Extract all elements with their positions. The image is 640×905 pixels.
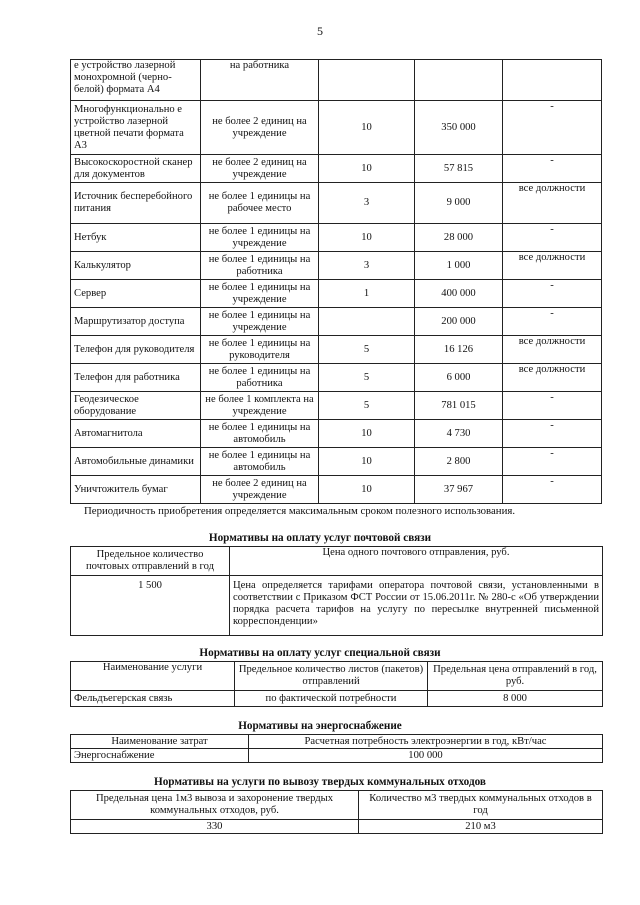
equipment-limit-cell: не более 1 единицы на автомобиль	[201, 420, 319, 448]
equipment-name-cell: Высокоскоростной сканер для документов	[71, 155, 201, 183]
equipment-limit-cell: не более 1 единицы на учреждение	[201, 280, 319, 308]
equipment-term-cell: 3	[319, 252, 415, 280]
equipment-name-cell: Многофункционально е устройство лазерной цветной печати формата А3	[71, 101, 201, 155]
equipment-row	[71, 476, 602, 504]
postal-table	[70, 546, 603, 636]
equipment-name-cell: е устройство лазерной монохромной (черно-белой) формата А4	[71, 60, 201, 101]
equipment-row	[71, 224, 602, 252]
equipment-name-cell: Калькулятор	[71, 252, 201, 280]
energy-name: Энергоснабжение	[71, 749, 249, 763]
equipment-price-cell: 1 000	[415, 252, 503, 280]
equipment-name-cell: Источник бесперебойного питания	[71, 183, 201, 224]
special-title: Нормативы на оплату услуг специальной связи	[199, 647, 441, 659]
equipment-positions-cell: -	[503, 476, 602, 504]
equipment-price-cell: 350 000	[415, 101, 503, 155]
equipment-positions-cell: -	[503, 101, 602, 155]
special-header-price: Предельная цена отправлений в год, руб.	[428, 662, 603, 691]
equipment-term-cell: 10	[319, 476, 415, 504]
equipment-name-cell: Геодезическое оборудование	[71, 392, 201, 420]
equipment-row	[71, 155, 602, 183]
postal-title: Нормативы на оплату услуг почтовой связи	[208, 532, 432, 544]
equipment-price-cell: 57 815	[415, 155, 503, 183]
equipment-term-cell: 10	[319, 448, 415, 476]
equipment-term-cell: 3	[319, 183, 415, 224]
equipment-positions-cell: все должности	[503, 252, 602, 280]
waste-table	[70, 790, 603, 834]
waste-title: Нормативы на услуги по вывозу твердых коммунальных отходов	[154, 776, 486, 788]
equipment-name-cell: Уничтожитель бумаг	[71, 476, 201, 504]
equipment-price-cell: 37 967	[415, 476, 503, 504]
equipment-name-cell: Нетбук	[71, 224, 201, 252]
postal-header-qty: Предельное количество почтовых отправлений в год	[71, 547, 230, 576]
equipment-row	[71, 336, 602, 364]
equipment-name-cell: Маршрутизатор доступа	[71, 308, 201, 336]
equipment-name-cell: Телефон для руководителя	[71, 336, 201, 364]
equipment-positions-cell: -	[503, 420, 602, 448]
equipment-limit-cell: не более 2 единиц на учреждение	[201, 101, 319, 155]
special-header-name: Наименование услуги	[71, 662, 235, 691]
equipment-row	[71, 392, 602, 420]
waste-price: 330	[71, 820, 359, 834]
equipment-positions-cell: -	[503, 448, 602, 476]
equipment-limit-cell: не более 1 единицы на учреждение	[201, 224, 319, 252]
equipment-price-cell: 6 000	[415, 364, 503, 392]
equipment-positions-cell: -	[503, 155, 602, 183]
waste-header-price: Предельная цена 1м3 вывоза и захоронение твердых коммунальных отходов, руб.	[71, 791, 359, 820]
equipment-limit-cell: не более 1 единицы на учреждение	[201, 308, 319, 336]
equipment-positions-cell: -	[503, 392, 602, 420]
equipment-limit-cell: не более 1 комплекта на учреждение	[201, 392, 319, 420]
special-name: Фельдъегерская связь	[71, 691, 235, 707]
energy-need: 100 000	[249, 749, 603, 763]
energy-header-need: Расчетная потребность электроэнергии в год, кВт/час	[249, 735, 603, 749]
equipment-row	[71, 308, 602, 336]
equipment-price-cell	[415, 60, 503, 101]
equipment-row	[71, 280, 602, 308]
special-price: 8 000	[428, 691, 603, 707]
energy-header-name: Наименование затрат	[71, 735, 249, 749]
equipment-price-cell: 200 000	[415, 308, 503, 336]
equipment-price-cell: 2 800	[415, 448, 503, 476]
equipment-row	[71, 364, 602, 392]
equipment-limit-cell: не более 1 единицы на автомобиль	[201, 448, 319, 476]
equipment-limit-cell: не более 2 единиц на учреждение	[201, 155, 319, 183]
equipment-name-cell: Сервер	[71, 280, 201, 308]
equipment-positions-cell: все должности	[503, 364, 602, 392]
equipment-name-cell: Автомагнитола	[71, 420, 201, 448]
periodicity-note: Периодичность приобретения определяется максимальным сроком полезного использования.	[84, 505, 516, 517]
waste-qty: 210 м3	[359, 820, 603, 834]
equipment-table	[70, 59, 602, 504]
equipment-positions-cell: все должности	[503, 183, 602, 224]
equipment-limit-cell: не более 1 единицы на руководителя	[201, 336, 319, 364]
equipment-row	[71, 252, 602, 280]
special-header-qty: Предельное количество листов (пакетов) отправлений	[235, 662, 428, 691]
equipment-limit-cell: не более 1 единицы на работника	[201, 252, 319, 280]
equipment-positions-cell	[503, 60, 602, 101]
equipment-term-cell: 10	[319, 155, 415, 183]
equipment-price-cell: 28 000	[415, 224, 503, 252]
equipment-price-cell: 16 126	[415, 336, 503, 364]
equipment-row	[71, 183, 602, 224]
equipment-term-cell: 10	[319, 420, 415, 448]
equipment-term-cell: 10	[319, 101, 415, 155]
equipment-positions-cell: -	[503, 224, 602, 252]
energy-title: Нормативы на энергоснабжение	[238, 720, 402, 732]
equipment-price-cell: 400 000	[415, 280, 503, 308]
waste-header-qty: Количество м3 твердых коммунальных отходов в год	[359, 791, 603, 820]
postal-price-text: Цена определяется тарифами оператора почтовой связи, установленными в соответствии с Приказом ФСТ России от 15.06.2011г. № 280-с «Об утверждении порядка расчета тарифов на услугу по пересылке внутренней письменной корреспонденции»	[230, 576, 603, 636]
postal-header-price: Цена одного почтового отправления, руб.	[230, 547, 603, 576]
equipment-term-cell	[319, 60, 415, 101]
equipment-positions-cell: -	[503, 308, 602, 336]
special-qty: по фактической потребности	[235, 691, 428, 707]
equipment-row	[71, 101, 602, 155]
equipment-term-cell: 5	[319, 392, 415, 420]
equipment-price-cell: 4 730	[415, 420, 503, 448]
equipment-row	[71, 448, 602, 476]
equipment-limit-cell: не более 2 единиц на учреждение	[201, 476, 319, 504]
equipment-positions-cell: все должности	[503, 336, 602, 364]
equipment-term-cell	[319, 308, 415, 336]
equipment-name-cell: Телефон для работника	[71, 364, 201, 392]
equipment-limit-cell: не более 1 единицы на рабочее место	[201, 183, 319, 224]
page-number: 5	[317, 24, 323, 38]
postal-qty: 1 500	[71, 576, 230, 636]
equipment-term-cell: 5	[319, 364, 415, 392]
equipment-term-cell: 10	[319, 224, 415, 252]
equipment-term-cell: 5	[319, 336, 415, 364]
equipment-limit-cell: на работника	[201, 60, 319, 101]
equipment-price-cell: 781 015	[415, 392, 503, 420]
equipment-name-cell: Автомобильные динамики	[71, 448, 201, 476]
equipment-positions-cell: -	[503, 280, 602, 308]
equipment-price-cell: 9 000	[415, 183, 503, 224]
equipment-row	[71, 60, 602, 101]
equipment-term-cell: 1	[319, 280, 415, 308]
special-table	[70, 661, 603, 707]
equipment-limit-cell: не более 1 единицы на работника	[201, 364, 319, 392]
energy-table	[70, 734, 603, 763]
equipment-row	[71, 420, 602, 448]
